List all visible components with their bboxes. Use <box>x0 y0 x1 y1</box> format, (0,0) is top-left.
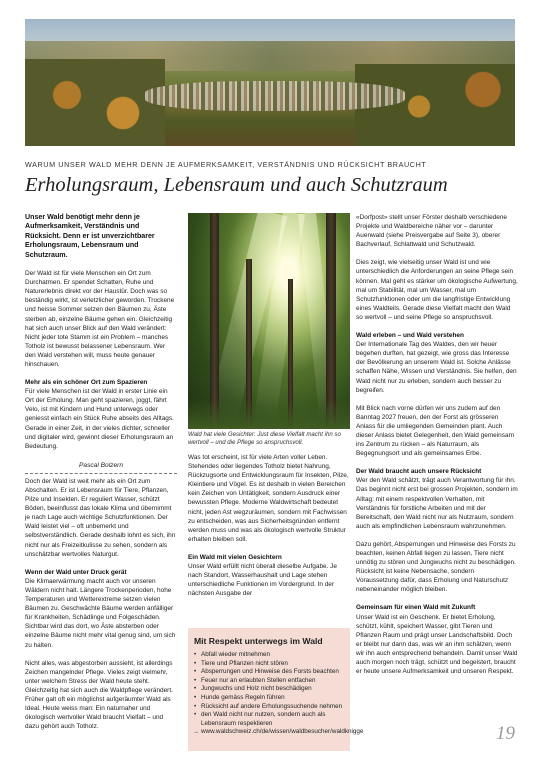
page-number: 19 <box>496 723 515 744</box>
forest-photo <box>188 213 350 429</box>
list-item: • Feuer nur an erlaubten Stellen entfachen <box>194 677 344 686</box>
paragraph: Der Wald ist für viele Menschen ein Ort zum Durchatmen. Er spendet Schatten, Ruhe und Naturerlebnis direkt vor der Haustür. Doch was so beständig wirkt, ist verletzlicher geworden. Trockene und heisse Sommer setzen den Bäumen zu, Äste sterben ab, einzelne Bäume gehen ein. Gleichzeitig hat sich auch unser Blick auf den Wald verändert: Nicht jeder tote Stamm ist ein Problem – manches Totholz ist bewusst belassener Lebensraum. Wer den Wald verstehen will, muss heute genauer hinschauen. <box>25 270 175 368</box>
lead-paragraph: Unser Wald benötigt mehr denn je Aufmerksamkeit, Verständnis und Rücksicht. Denn er ist unverzichtbarer Erholungsraum, Lebensraum und Schutzraum. <box>25 213 155 259</box>
list-item: • Abfall wieder mitnehmen <box>194 651 344 660</box>
headline: Erholungsraum, Lebensraum und auch Schutzraum <box>25 174 448 196</box>
subheading: Ein Wald mit vielen Gesichtern <box>188 553 282 561</box>
paragraph: «Dorfpost» stellt unser Förster deshalb verschiedene Projekte und Waldbereiche näher vor – darunter Auenwald (siehe Preisvergabe auf Seite 3), oberer Bachverlauf, Schlattwald und Schutzwald. <box>356 214 508 249</box>
paragraph: Doch der Wald ist weit mehr als ein Ort zum Abschalten. Er ist Lebensraum für Tiere, Pflanzen, Pilze und Insekten. Er reguliert Wasser, schützt Böden, beeinflusst das lokale Klima und übernimmt je nach Lage auch wichtige Schutzfunktionen. Der Wald leistet viel – oft unbemerkt und selbstverständlich. Gerade deshalb lohnt es sich, ihn nicht nur als Freizeitkulisse zu sehen, sondern als unschätzbar wertvolles Naturgut. <box>25 477 176 558</box>
forest-floor <box>188 399 350 429</box>
quote-author: Pascal Bolzern <box>79 461 123 469</box>
list-item: • Rücksicht auf andere Erholungssuchende nehmen <box>194 703 344 712</box>
hero-trees-left <box>25 59 165 146</box>
tree-trunk <box>326 213 336 429</box>
subheading: Der Wald braucht auch unsere Rücksicht <box>356 468 482 476</box>
paragraph: Dies zeigt, wie vielseitig unser Wald ist und wie unterschiedlich die Anforderungen an seine Pflege sein können. Mal geht es stärker um ökologische Aufwertung, mal um Stabilität, mal um Wasser, mal um Schutzfunktionen oder um die langfristige Entwicklung eines Waldteils. Gerade diese Vielfalt macht den Wald so wertvoll – und seine Pflege so anspruchsvoll. <box>356 259 518 321</box>
paragraph: Der Internationale Tag des Waldes, den wir heuer begehen durften, hat gezeigt, wie gross das Interesse der Bevölkerung an unserem Wald ist. Solche Anlässe schaffen Nähe, Wissen und Verständnis. Sie helfen, den Wald nicht nur zu erleben, sondern auch besser zu begreifen. <box>356 341 517 394</box>
subheading: Wald erleben – und Wald verstehen <box>356 332 464 340</box>
info-box <box>188 628 364 751</box>
hero-photo <box>25 19 515 146</box>
list-item: • den Wald nicht nur nutzen, sondern auch als Lebensraum respektieren <box>194 711 344 728</box>
subheading: Gemeinsam für einen Wald mit Zukunft <box>356 604 476 612</box>
paragraph: Dazu gehört, Absperrungen und Hinweise des Forsts zu beachten, keinen Abfall liegen zu lassen, Tiere nicht unnötig zu stören und Jungwuchs nicht zu beschädigen. Rücksicht ist keine Nebensache, sondern Voraussetzung dafür, dass Erholung und Naturschutz nebeneinander möglich bleiben. <box>356 540 516 594</box>
paragraph: Für viele Menschen ist der Wald in erster Linie ein Ort der Erholung. Man geht spazieren, joggt, fährt Velo, ist mit Kindern und Hund unterwegs oder geniesst einfach ein Stück Ruhe abseits des Alltags. Gerade in einer Zeit, in der vieles dichter, schneller und digitaler wird, gewinnt dieser Erholungsraum an Bedeutung. <box>25 388 174 450</box>
column-3 <box>356 213 518 685</box>
divider <box>25 473 177 474</box>
list-item: • Jungwuchs und Holz nicht beschädigen <box>194 685 344 694</box>
paragraph: Wer den Wald schätzt, trägt auch Verantwortung für ihn. Das beginnt nicht erst bei grossen Projekten, sondern im Alltag: mit einem respektvollen Verhalten, mit Verständnis für forstliche Arbeiten und mit der Bereitschaft, den Wald nicht nur als Nutzraum, sondern auch als empfindlichen Lebensraum wahrzunehmen. <box>356 477 518 530</box>
column-1 <box>25 213 177 740</box>
subheading: Mehr als ein schöner Ort zum Spazieren <box>25 379 148 387</box>
paragraph: Unser Wald erfüllt nicht überall dieselbe Aufgabe. Je nach Standort, Wasserhaushalt und Lage stehen unterschiedliche Funktionen im Vordergrund. In der nächsten Ausgabe der <box>188 563 337 598</box>
list-item: • Tiere und Pflanzen nicht stören <box>194 660 344 669</box>
info-box-list <box>194 651 344 728</box>
list-item: • Hunde gemäss Regeln führen <box>194 694 344 703</box>
column-2 <box>188 453 350 607</box>
tree-trunk <box>210 213 219 429</box>
paragraph: Unser Wald ist ein Geschenk. Er bietet Erholung, schützt, kühlt, speichert Wasser, gibt Tieren und Pflanzen Raum und prägt unser Landschaftsbild. Doch er bleibt nur dann das, was wir an ihm schätzen, wenn wir ihn auch entsprechend behandeln. Damit unser Wald auch morgen noch trägt, schützt und begeistert, braucht er heute unsere Aufmerksamkeit und unseren Respekt. <box>356 613 518 676</box>
list-item: • Absperrungen und Hinweise des Forsts beachten <box>194 668 344 677</box>
paragraph: Was tot erscheint, ist für viele Arten voller Leben. Stehendes oder liegendes Totholz bietet Nahrung, Rückzugsorte und Entwicklungsraum für Insekten, Pilze, Kleintiere und Vögel. Es ist deshalb in vielen Bereichen kein Zeichen von Untätigkeit, sondern Ausdruck einer bewussten Pflege. Moderne Waldwirtschaft bedeutet nicht, jeden Ast wegzuräumen, sondern mit Fachwissen zu entscheiden, was aus Sicherheitsgründen entfernt werden muss und was als ökologisch wertvolle Struktur erhalten bleiben soll. <box>188 454 349 543</box>
paragraph: Mit Blick nach vorne dürfen wir uns zudem auf den Banntag 2027 freuen, den der Forst als grösseren Anlass für die umliegenden Gemeinden plant. Auch dieser Anlass bietet Gelegenheit, den Wald gemeinsam ins Zentrum zu rücken – als Naturraum, als Begegnungsort und als gemeinsames Erbe. <box>356 404 514 458</box>
info-box-title: Mit Respekt unterwegs im Wald <box>194 636 323 646</box>
hero-village <box>145 81 405 111</box>
subheading: Wenn der Wald unter Druck gerät <box>25 568 127 576</box>
kicker: WARUM UNSER WALD MEHR DENN JE AUFMERKSAMKEIT, VERSTÄNDNIS UND RÜCKSICHT BRAUCHT <box>25 160 427 169</box>
photo-caption: Wald hat viele Gesichter: Just diese Vielfalt macht ihn so wertvoll – und die Pflege so anspruchsvoll. <box>188 431 341 447</box>
paragraph: Die Klimaerwärmung macht auch vor unseren Wäldern nicht halt. Längere Trockenperioden, hohe Temperaturen und Wetterextreme setzen vielen Bäumen zu. Geschwächte Bäume werden anfälliger für Krankheiten, Schädlinge und Folgeschäden. Sichtbar wird das dort, wo Äste absterben oder einzelne Bäume nicht mehr vital genug sind, um sich zu halten. <box>25 577 176 649</box>
info-box-link[interactable]: → www.waldschweiz.ch/de/wissen/waldbesucher/waldknigge <box>194 728 344 737</box>
paragraph: Nicht alles, was abgestorben aussieht, ist allerdings Zeichen mangelnder Pflege. Vieles zeigt vielmehr, unter welchem Stress der Wald heute steht. Gleichzeitig hat sich auch die Waldpflege verändert. Früher galt oft ein möglichst aufgeräumter Wald als Ideal. Heute weiss man: Ein naturnaher und ökologisch wertvoller Wald braucht Vielfalt – und dazu gehört auch Totholz. <box>25 659 173 731</box>
